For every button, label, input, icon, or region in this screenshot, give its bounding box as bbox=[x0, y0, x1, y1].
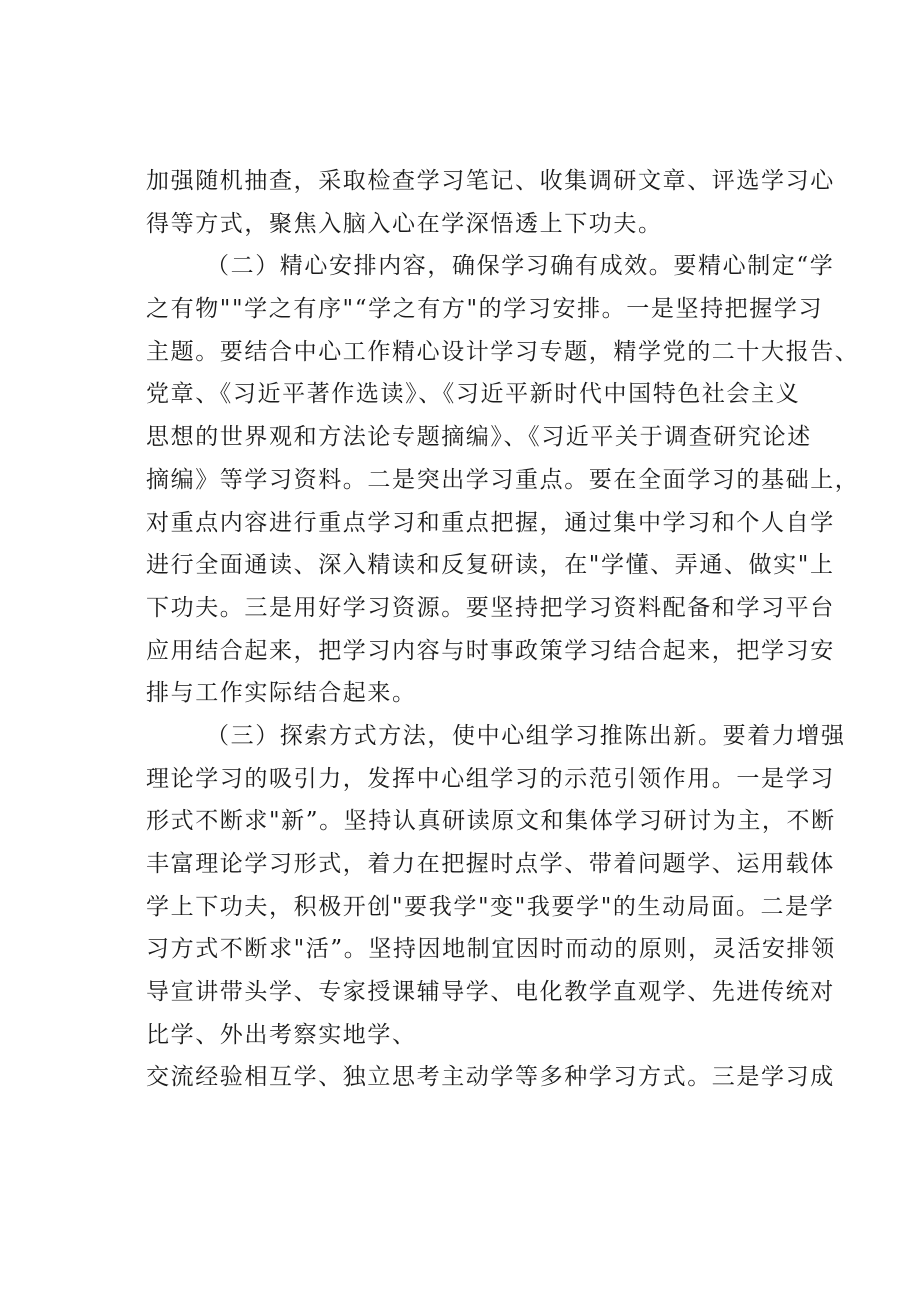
text-line-15: 理论学习的吸引力，发挥中心组学习的示范引领作用。一是学习 bbox=[146, 765, 835, 792]
section-heading-3: （三）探索方式方法，使中心组学习推陈出新。要着力增强 bbox=[206, 722, 846, 749]
text-line-4: 之有物""学之有序"“学之有方"的学习安排。一是坚持把握学习 bbox=[146, 296, 824, 323]
text-line-13: 排与工作实际结合起来。 bbox=[146, 680, 417, 707]
text-line-21: 比学、外出考察实地学、 bbox=[146, 1021, 417, 1048]
text-line-18: 学上下功夫，积极开创"要我学"变"我要学"的生动局面。二是学 bbox=[146, 893, 835, 920]
body-text bbox=[146, 160, 860, 1099]
text-line-2: 得等方式，聚焦入脑入心在学深悟透上下功夫。 bbox=[146, 210, 663, 237]
text-line-20: 导宣讲带头学、专家授课辅导学、电化教学直观学、先进传统对 bbox=[146, 979, 835, 1006]
text-line-9: 对重点内容进行重点学习和重点把握，通过集中学习和个人自学 bbox=[146, 509, 835, 536]
text-line-5: 主题。要结合中心工作精心设计学习专题，精学党的二十大报告、 bbox=[146, 338, 860, 365]
text-line-17: 丰富理论学习形式，着力在把握时点学、带着问题学、运用载体 bbox=[146, 851, 835, 877]
text-line-7: 思想的世界观和方法论专题摘编》、《习近平关于调查研究论述 bbox=[146, 424, 812, 451]
section-heading-2: （二）精心安排内容，确保学习确有成效。要精心制定“学 bbox=[206, 253, 835, 280]
text-line-10: 进行全面通读、深入精读和反复研读，在"学懂、弄通、做实"上 bbox=[146, 552, 835, 579]
text-line-8: 摘编》等学习资料。二是突出学习重点。要在全面学习的基础上， bbox=[146, 466, 860, 493]
text-line-11: 下功夫。三是用好学习资源。要坚持把学习资料配备和学习平台 bbox=[146, 594, 835, 621]
text-line-1: 加强随机抽查，采取检查学习笔记、收集调研文章、评选学习心 bbox=[146, 168, 835, 194]
text-line-12: 应用结合起来，把学习内容与时事政策学习结合起来，把学习安 bbox=[146, 637, 835, 664]
text-line-19: 习方式不断求"活”。坚持因地制宜因时而动的原则，灵活安排领 bbox=[146, 936, 836, 963]
text-line-22: 交流经验相互学、独立思考主动学等多种学习方式。三是学习成 bbox=[146, 1064, 835, 1091]
text-line-6: 党章、《习近平著作选读》、《习近平新时代中国特色社会主义 bbox=[146, 381, 801, 408]
text-line-16: 形式不断求"新”。坚持认真研读原文和集体学习研讨为主，不断 bbox=[146, 808, 836, 835]
